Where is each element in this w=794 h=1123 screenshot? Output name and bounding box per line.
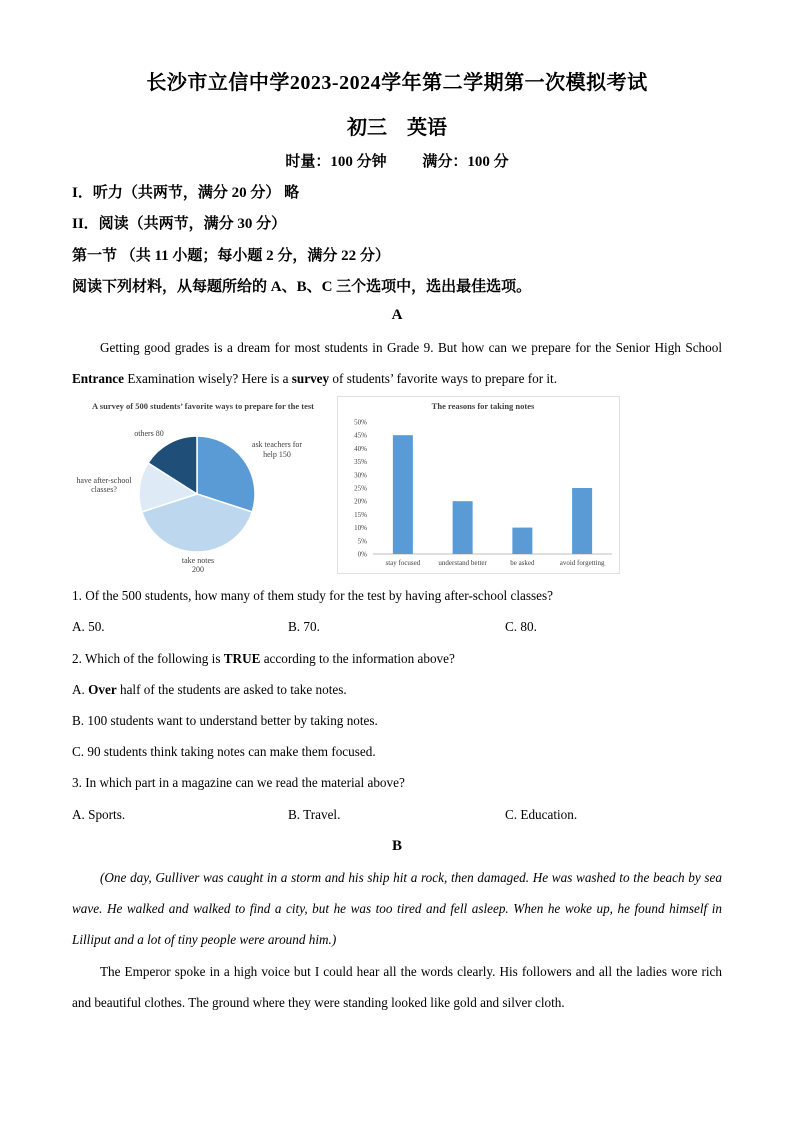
bar-x-label-1: understand better [438,559,487,567]
section-instruction: 阅读下列材料，从每题所给的 A、B、C 三个选项中，选出最佳选项。 [72,279,532,295]
bar-y-tick-6: 30% [354,471,367,480]
question-1-stem: 1. Of the 500 students, how many of them study for the test by having after-school classes? [72,588,553,603]
bar-y-tick-5: 25% [354,484,367,493]
pie-label-take-1: take notes [181,556,215,565]
question-2-option-a [72,682,347,698]
exam-subtitle: 初三 英语 [347,117,447,139]
time-label: 时量：100 分钟 [285,154,387,170]
passage-a-text-2: Examination wisely? Here is a [124,371,292,386]
bar-y-tick-7: 35% [354,458,367,467]
score-label: 满分：100 分 [422,154,509,170]
pie-label-have-1: have after-school [76,476,132,485]
bar-chart-title: The reasons for taking notes [431,401,535,411]
bar-3 [572,488,592,554]
passage-b-intro: (One day, Gulliver was caught in a storm and his ship hit a rock, then damaged. He was washed to the beach by sea wave. He walked and walked to find a city, but he was too tired and fell asleep. When he woke up, he found himself in Lilliput and a lot of tiny people were around him.) [72,870,722,947]
question-3-stem: 3. In which part in a magazine can we read the material above? [72,775,405,790]
question-2-option-a-rest: half of the students are asked to take notes. [116,682,347,697]
question-2-stem-bold: TRUE [223,651,261,666]
bar-chart-x-labels [385,559,605,567]
pie-chart-title: A survey of 500 students’ favorite ways to prepare for the test [92,401,314,411]
bar-y-tick-8: 40% [354,444,367,453]
section-reading: II．阅读（共两节，满分 30 分） [72,216,287,232]
passage-a-text-3: of students’ favorite ways to prepare for it. [329,371,558,386]
question-3-option-c: C. Education. [505,807,578,822]
bar-x-label-0: stay focused [385,559,421,567]
question-1-option-a: A. 50. [72,619,105,634]
bar-y-tick-2: 10% [354,524,367,533]
bar-x-label-3: avoid forgetting [559,559,605,567]
passage-a-letter: A [391,307,403,323]
pie-slices [139,436,255,552]
bar-0 [393,435,413,554]
passage-a-text-1: Getting good grades is a dream for most students in Grade 9. But how can we prepare for the Senior High School [100,340,722,355]
bar-y-tick-4: 20% [354,497,367,506]
section-part-one: 第一节 （共 11 小题；每小题 2 分，满分 22 分） [72,248,390,264]
question-2-option-a-prefix: A. [72,682,89,697]
question-2-option-a-bold: Over [88,682,117,697]
question-3-option-a: A. Sports. [72,807,126,822]
question-2-stem-a: 2. Which of the following is [72,651,224,666]
passage-a-bold-entrance: Entrance [72,371,125,386]
bar-y-tick-0: 0% [357,550,367,559]
question-2-option-c: C. 90 students think taking notes can make them focused. [72,744,376,759]
bar-y-tick-10: 50% [354,418,367,427]
pie-label-take-2: 200 [192,565,204,574]
pie-chart [72,396,334,576]
passage-b-letter: B [391,838,402,854]
question-3-option-b: B. Travel. [288,807,341,822]
question-1-option-b: B. 70. [288,619,320,634]
question-2-stem-c: according to the information above? [260,651,455,666]
bar-1 [453,501,473,554]
bar-chart [337,396,620,574]
passage-a-paragraph [72,332,722,394]
pie-label-ask-2: help 150 [263,450,291,459]
section-listening: I．听力（共两节，满分 20 分） 略 [72,185,300,201]
bar-y-tick-3: 15% [354,510,367,519]
bar-x-label-2: be asked [510,559,535,567]
passage-a-bold-survey: survey [291,371,330,386]
pie-label-ask-1: ask teachers for [251,440,303,449]
bar-chart-bars [393,435,592,554]
pie-label-others: others 80 [134,429,164,438]
bar-y-tick-1: 5% [357,537,367,546]
exam-title: 长沙市立信中学2023-2024学年第二学期第一次模拟考试 [146,72,648,94]
bar-y-tick-9: 45% [354,431,367,440]
question-1-option-c: C. 80. [505,619,537,634]
pie-label-have-2: classes? [91,485,117,494]
passage-b-paragraph-1: The Emperor spoke in a high voice but I could hear all the words clearly. His followers and all the ladies wore rich and beautiful clothes. The ground where they were standing looked like gold and silver cloth. [72,964,722,1010]
bar-2 [512,528,532,554]
exam-time-score [0,150,794,171]
question-2-option-b: B. 100 students want to understand better by taking notes. [72,713,378,728]
question-2-stem [72,651,455,667]
